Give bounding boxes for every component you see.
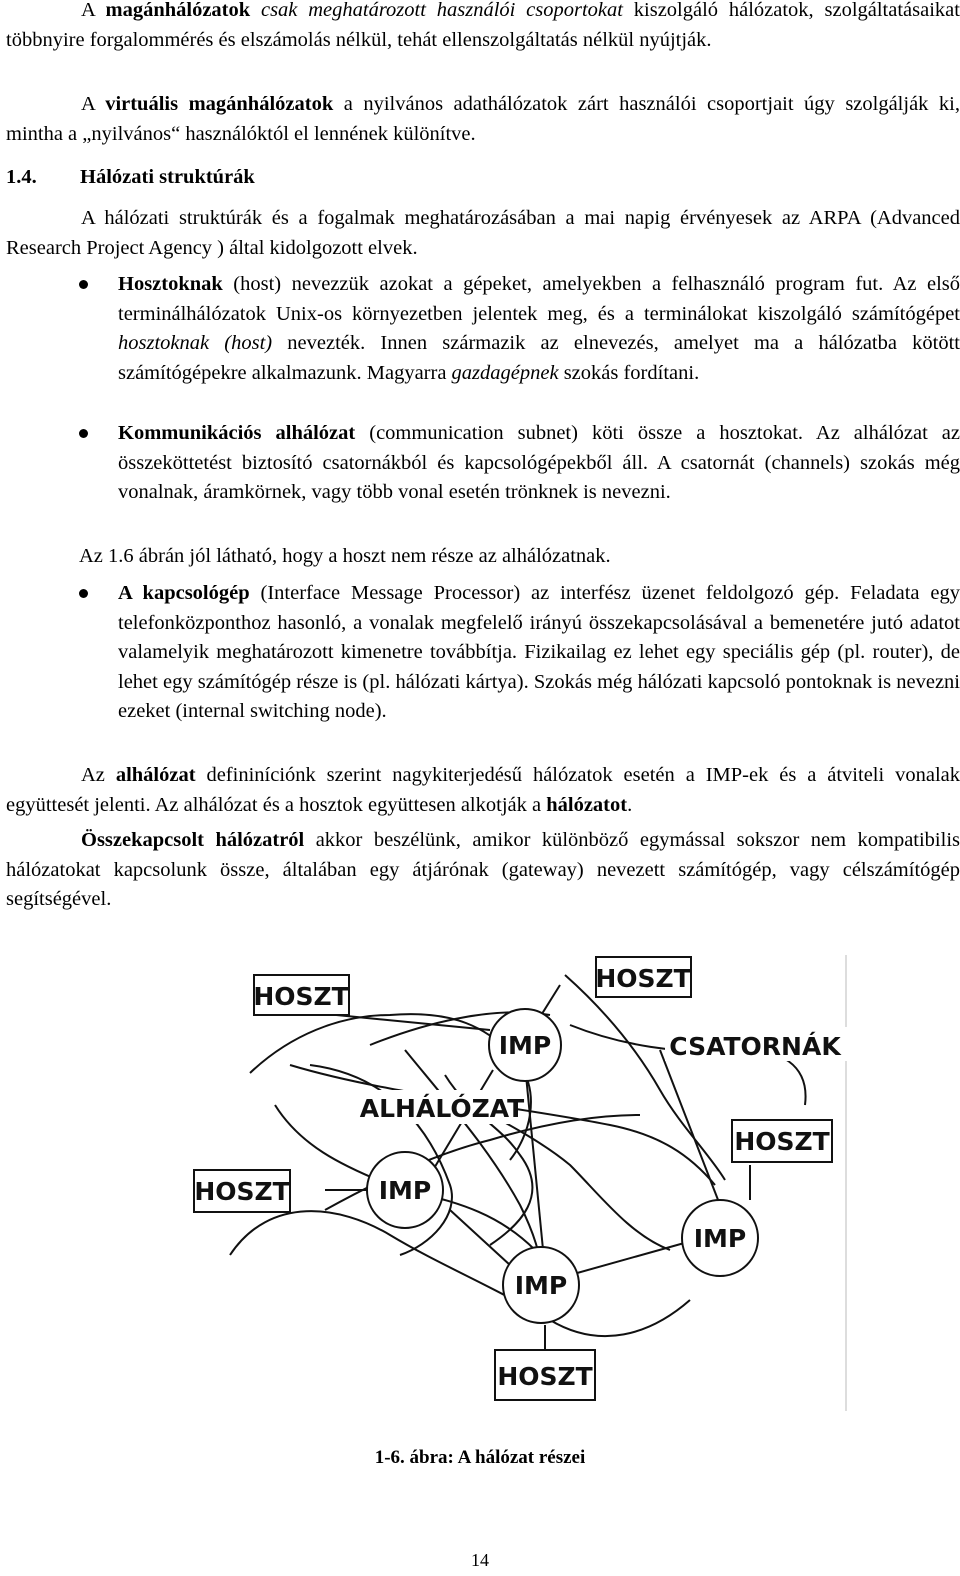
bullet-icon xyxy=(79,589,88,598)
host-bottom-node xyxy=(495,1350,595,1400)
figure-caption: 1-6. ábra: A hálózat részei xyxy=(374,1447,586,1468)
emphasis-text: gazdagépnek xyxy=(451,361,559,384)
imp-left-node xyxy=(367,1152,443,1228)
text-run: a nyilvános adathálózatok zárt használói csoportjait úgy szolgálják ki, mintha a „nyilvános“ használóktól el lennének különítve. xyxy=(6,93,960,145)
text-run: defininíciónk szerint nagykiterjedésű hálózatok esetén a IMP-ek és a átviteli vonalak együttesét jelenti. Az alhálózat és a hosztok együttesen alkotják a xyxy=(6,764,960,816)
channel-curve xyxy=(565,975,725,1180)
text-run: . xyxy=(627,793,633,816)
text-run xyxy=(250,0,261,21)
imp-top-node xyxy=(489,1009,561,1081)
imp-imp-link xyxy=(570,1240,695,1275)
text-run: akkor beszélünk, amikor különböző egymással sokszor nem kompatibilis hálózatokat kapcsolunk össze, általában egy átjárónak (gateway) nevezett számítógép, vagy célszámítógép segítségével. xyxy=(6,829,960,910)
host-left-node xyxy=(194,1170,290,1212)
term-communication-subnet: Kommunikációs alhálózat xyxy=(118,422,356,444)
section-heading xyxy=(6,163,255,193)
figure-note: Az 1.6 ábrán jól látható, hogy a hoszt nem része az alhálózatnak. xyxy=(79,545,611,567)
bullet-subnet xyxy=(118,419,960,508)
text-run: szokás fordítani. xyxy=(558,361,700,384)
imp-label: IMP xyxy=(498,1031,552,1060)
page-number: 14 xyxy=(471,1550,489,1570)
bullet-imp xyxy=(118,579,960,727)
text-run: Az xyxy=(81,764,116,786)
host-label: HOSZT xyxy=(194,1177,290,1206)
paragraph-arpa: A hálózati struktúrák és a fogalmak meghatározásában a mai napig érvényesek az ARPA (Advanced Research Project Agency ) által kidolgozott elvek. xyxy=(6,207,960,259)
host-label: HOSZT xyxy=(497,1362,593,1391)
term-network: hálózatot xyxy=(546,793,628,816)
section-title: Hálózati struktúrák xyxy=(80,166,255,188)
channel-pointer xyxy=(660,1050,720,1205)
bullet-hosts xyxy=(118,270,960,388)
host-label: HOSZT xyxy=(734,1127,830,1156)
paragraph-private-networks xyxy=(6,0,960,55)
host-top-left-node xyxy=(253,975,349,1015)
host-label: HOSZT xyxy=(253,982,349,1011)
network-diagram xyxy=(190,955,848,1411)
channel-curve xyxy=(250,1014,531,1160)
term-hosts: Hosztoknak xyxy=(118,273,223,295)
section-number: 1.4. xyxy=(6,166,37,188)
text-run: (host) nevezzük azokat a gépeket, amelyekben a felhasználó program fut. Az első terminálhálózatok Unix-os környezetben jelentek meg, és a terminálokat kiszolgáló számítógépet xyxy=(118,273,960,325)
text-run: A xyxy=(81,93,106,115)
text-run: kiszolgáló hálózatok, szolgáltatásaikat többnyire forgalommérés és elszámolás nélkül, tehát ellenszolgáltatás nélkül nyújtják. xyxy=(6,0,960,51)
host-label: HOSZT xyxy=(595,964,691,993)
network-diagram-svg xyxy=(190,955,848,1411)
host-top-node xyxy=(595,957,691,997)
channels-label: CSATORNÁK xyxy=(669,1032,841,1061)
bullet-icon xyxy=(79,280,88,289)
paragraph-virtual-private-networks xyxy=(6,90,960,149)
text-run: nevezték. Innen származik az elnevezés, amelyet ma a hálózatba kötött számítógépekre alkalmazunk. Magyarra xyxy=(118,332,960,384)
text-run: (communication subnet) köti össze a hosztokat. Az alhálózat az összeköttetést biztosító csatornákból és kapcsológépekből áll. A csatornát (channels) szokás még vonalnak, áramkörnek, vagy több vonal esetén trönknek is nevezni. xyxy=(118,422,960,503)
text-run: A xyxy=(81,0,106,21)
imp-label: IMP xyxy=(378,1176,432,1205)
term-private-networks: magánhálózatok xyxy=(105,0,251,21)
paragraph-internetwork xyxy=(6,826,960,915)
term-imp: A kapcsológép xyxy=(118,582,250,604)
term-subnet: alhálózat xyxy=(115,764,196,786)
imp-label: IMP xyxy=(693,1224,747,1253)
text-run: (Interface Message Processor) az interfész üzenet feldolgozó gép. Feladata egy telefonközponthoz hasonló, a vonalak megfelelő irányú összekapcsolásával a bemenetére jutó adatot valamelyik meghatározott kimenetre továbbítja. Fizikailag ez lehet egy speciális gép (pl. router), de lehet egy számítógép része is (pl. hálózati kártya). Szokás még hálózati kapcsoló pontoknak is nevezni ezeket (internal switching node). xyxy=(118,582,960,722)
emphasis-text: csak meghatározott használói csoportokat xyxy=(260,0,623,21)
emphasis-text: hosztoknak (host) xyxy=(118,332,273,354)
imp-label: IMP xyxy=(514,1271,568,1300)
imp-bottom-node xyxy=(503,1247,579,1323)
channel-curve xyxy=(290,1065,715,1185)
subnet-label: ALHÁLÓZAT xyxy=(359,1094,525,1123)
paragraph-subnet-definition xyxy=(6,761,960,820)
imp-right-node xyxy=(682,1200,758,1276)
term-virtual-private-networks: virtuális magánhálózatok xyxy=(105,93,334,115)
channel-curve xyxy=(230,1211,690,1336)
term-internetwork: Összekapcsolt hálózatról xyxy=(81,829,305,851)
host-right-node xyxy=(732,1120,832,1162)
bullet-icon xyxy=(79,429,88,438)
